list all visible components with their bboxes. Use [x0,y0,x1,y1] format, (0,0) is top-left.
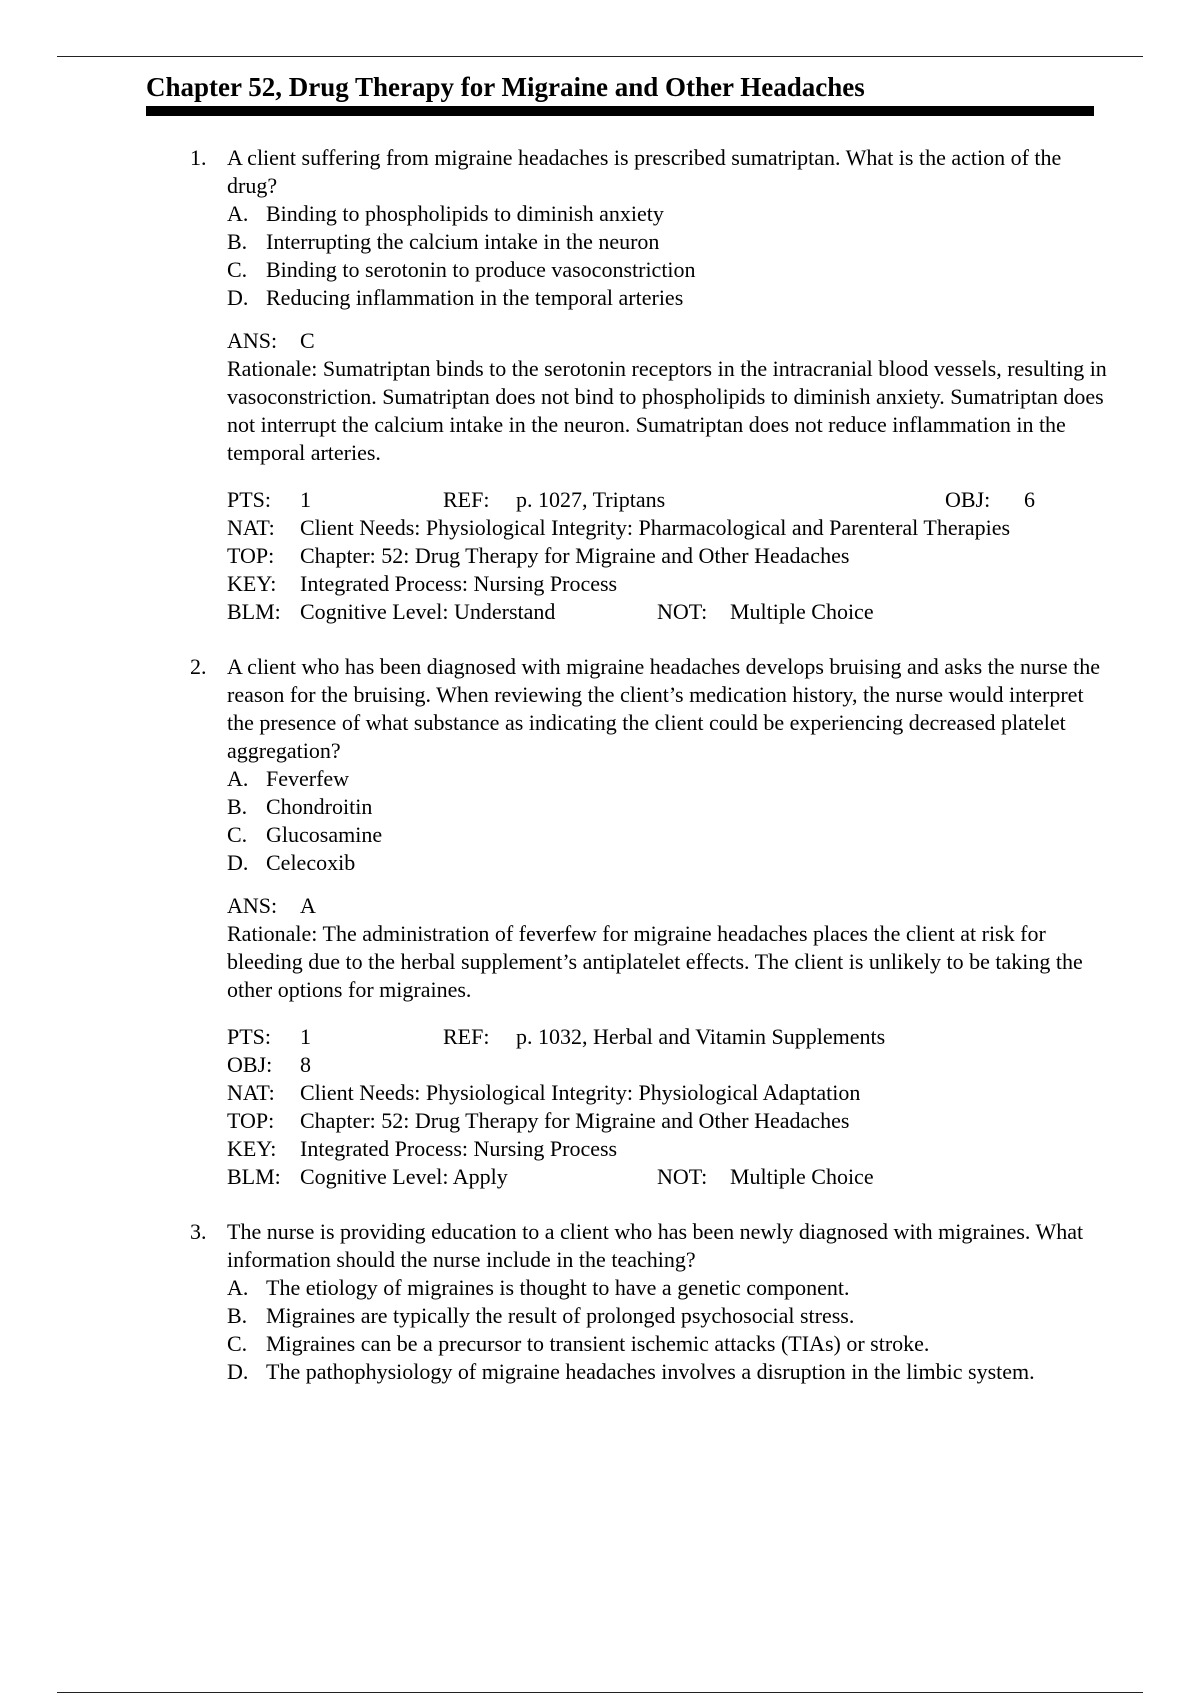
blm-value: Cognitive Level: Understand [300,599,556,624]
chapter-title: Chapter 52, Drug Therapy for Migraine and Other Headaches [146,72,865,102]
question-list [190,144,1110,1413]
obj-label: OBJ: [945,487,991,512]
key-value: Integrated Process: Nursing Process [300,1136,618,1161]
option-text: Celecoxib [266,850,356,875]
question-number: 3. [190,1219,207,1244]
option-letter: B. [227,794,248,819]
top-label: TOP: [227,1108,275,1133]
not-label: NOT: [657,599,708,624]
not-value: Multiple Choice [730,1164,874,1189]
bottom-rule [57,1692,1143,1693]
ans-label: ANS: [227,328,278,353]
obj-value: 8 [300,1052,311,1077]
ref-label: REF: [443,1024,490,1049]
question-number: 2. [190,654,207,679]
option-text: Chondroitin [266,794,373,819]
option-letter: A. [227,1275,249,1300]
ans-value: A [300,893,316,918]
option-text: Feverfew [266,766,350,791]
question-stem: The nurse is providing education to a client who has been newly diagnosed with migraines. What information should the nurse include in the teaching? [227,1219,1084,1272]
option-text: Binding to serotonin to produce vasoconstriction [266,257,696,282]
ans-label: ANS: [227,893,278,918]
rationale: Rationale: Sumatriptan binds to the serotonin receptors in the intracranial blood vessels, resulting in vasoconstriction. Sumatriptan does not bind to phospholipids to diminish anxiety. Sumatriptan does not interrupt the calcium intake in the neuron. Sumatriptan does not reduce inflammation in the temporal arteries. [227,356,1107,465]
question-metadata [227,1023,1110,1191]
option-letter: C. [227,822,248,847]
option-letter: D. [227,1359,249,1384]
answer-option-d [227,849,1110,877]
answer-option-b [227,793,1110,821]
answer-option-b [227,228,1110,256]
option-text: The pathophysiology of migraine headaches involves a disruption in the limbic system. [266,1359,1035,1384]
option-text: Interrupting the calcium intake in the neuron [266,229,660,254]
pts-value: 1 [300,487,311,512]
option-text: Migraines can be a precursor to transient ischemic attacks (TIAs) or stroke. [266,1331,930,1356]
option-letter: A. [227,766,249,791]
not-label: NOT: [657,1164,708,1189]
rationale: Rationale: The administration of feverfew for migraine headaches places the client at risk for bleeding due to the herbal supplement’s antiplatelet effects. The client is unlikely to be taking the other options for migraines. [227,921,1083,1002]
obj-label: OBJ: [227,1052,273,1077]
answer-option-c [227,256,1110,284]
ref-label: REF: [443,487,490,512]
pts-label: PTS: [227,1024,272,1049]
nat-value: Client Needs: Physiological Integrity: Pharmacological and Parenteral Therapies [300,515,1011,540]
nat-label: NAT: [227,1080,275,1105]
key-label: KEY: [227,1136,277,1161]
ref-value: p. 1027, Triptans [516,487,666,512]
option-letter: D. [227,285,249,310]
option-text: The etiology of migraines is thought to have a genetic component. [266,1275,850,1300]
question-1 [190,144,1110,626]
answer-option-a [227,765,1110,793]
nat-value: Client Needs: Physiological Integrity: Physiological Adaptation [300,1080,861,1105]
top-value: Chapter: 52: Drug Therapy for Migraine and Other Headaches [300,543,850,568]
pts-label: PTS: [227,487,272,512]
answer-option-d [227,1358,1110,1386]
option-text: Reducing inflammation in the temporal arteries [266,285,684,310]
option-text: Glucosamine [266,822,383,847]
top-rule [57,56,1143,57]
option-letter: C. [227,257,248,282]
blm-label: BLM: [227,1164,281,1189]
option-letter: C. [227,1331,248,1356]
nat-label: NAT: [227,515,275,540]
top-value: Chapter: 52: Drug Therapy for Migraine and Other Headaches [300,1108,850,1133]
answer-option-d [227,284,1110,312]
question-metadata [227,486,1110,626]
question-2 [190,653,1110,1191]
option-text: Migraines are typically the result of prolonged psychosocial stress. [266,1303,855,1328]
question-stem: A client who has been diagnosed with migraine headaches develops bruising and asks the nurse the reason for the bruising. When reviewing the client’s medication history, the nurse would interpret the presence of what substance as indicating the client could be experiencing decreased platelet aggregation? [227,654,1101,763]
ref-value: p. 1032, Herbal and Vitamin Supplements [516,1024,886,1049]
question-stem: A client suffering from migraine headaches is prescribed sumatriptan. What is the action of the drug? [227,145,1062,198]
obj-value: 6 [1024,487,1035,512]
answer-option-a [227,1274,1110,1302]
ans-value: C [300,328,315,353]
key-label: KEY: [227,571,277,596]
key-value: Integrated Process: Nursing Process [300,571,618,596]
question-3 [190,1218,1110,1386]
answer-option-a [227,200,1110,228]
answer-option-c [227,1330,1110,1358]
option-letter: A. [227,201,249,226]
answer-option-b [227,1302,1110,1330]
not-value: Multiple Choice [730,599,874,624]
blm-value: Cognitive Level: Apply [300,1164,508,1189]
option-text: Binding to phospholipids to diminish anxiety [266,201,664,226]
top-label: TOP: [227,543,275,568]
question-number: 1. [190,145,207,170]
option-letter: B. [227,229,248,254]
answer-key [227,327,1110,355]
title-underline-bar [146,106,1094,116]
answer-option-c [227,821,1110,849]
pts-value: 1 [300,1024,311,1049]
option-letter: B. [227,1303,248,1328]
answer-key [227,892,1110,920]
option-letter: D. [227,850,249,875]
blm-label: BLM: [227,599,281,624]
